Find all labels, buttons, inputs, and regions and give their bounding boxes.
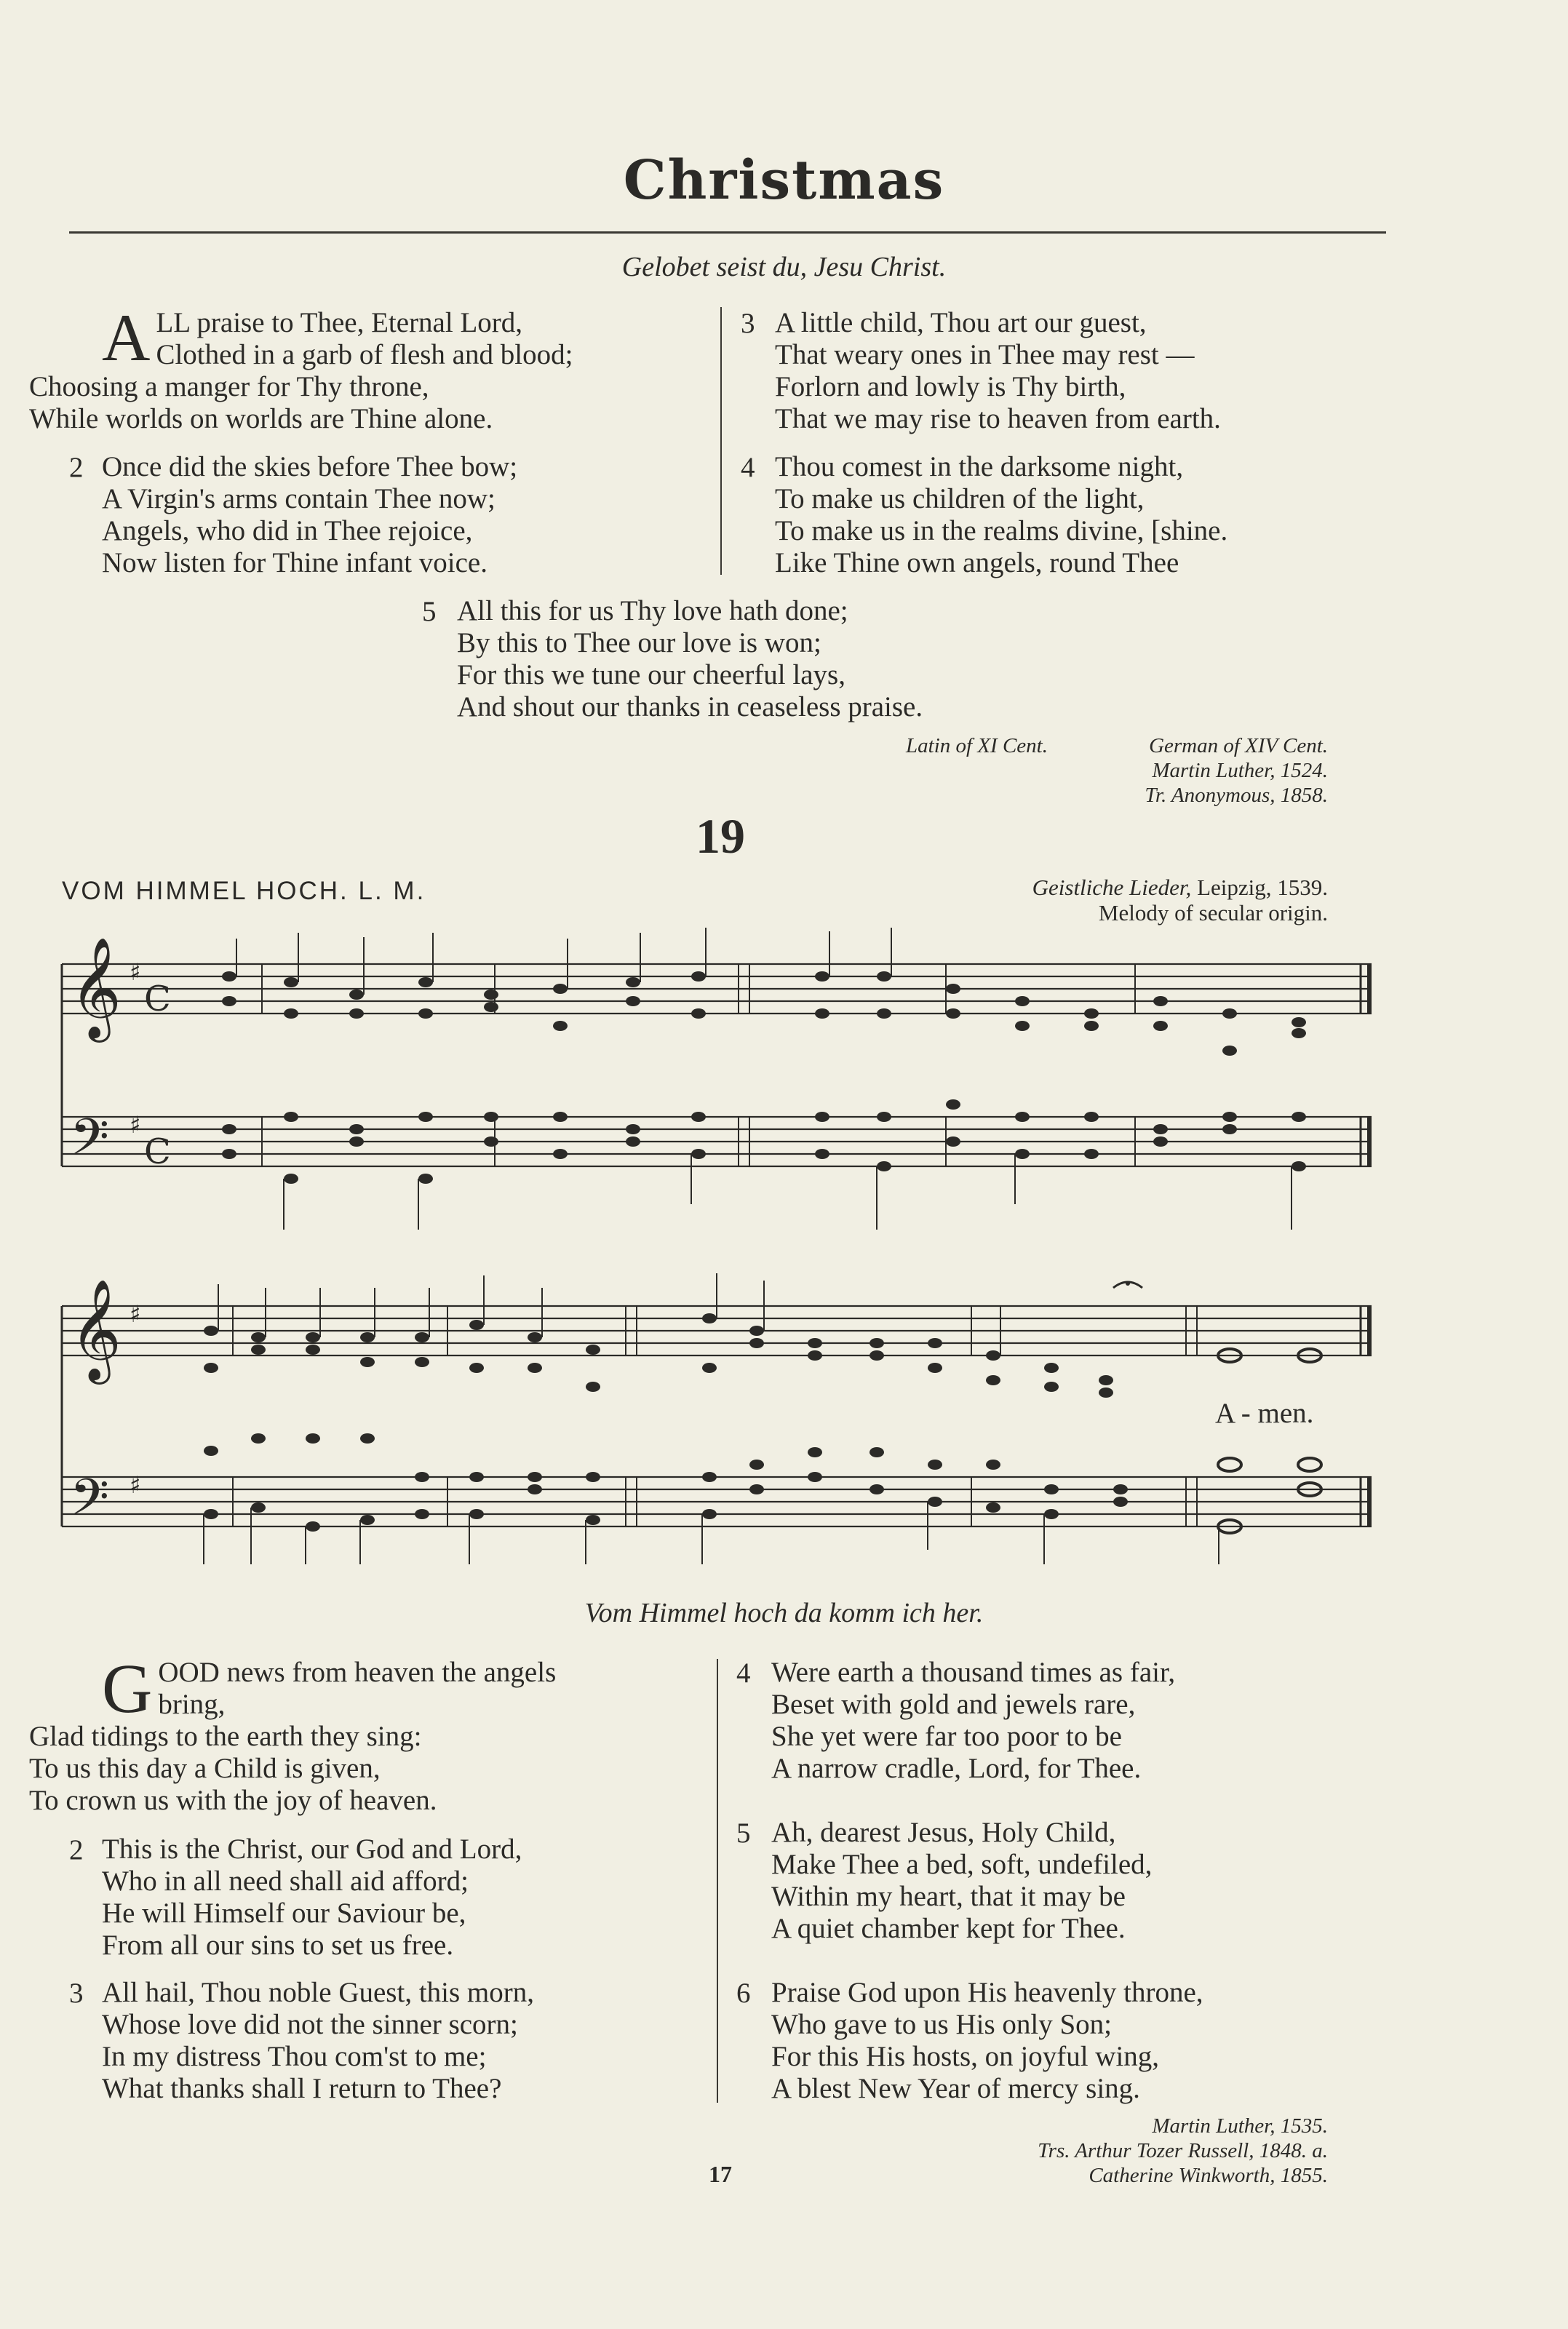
tune-source-note: Melody of secular origin. — [1098, 900, 1328, 925]
stanza-line: Ah, dearest Jesus, Holy Child, — [771, 1817, 1116, 1848]
svg-text:♯: ♯ — [130, 1111, 141, 1139]
stanza-line: That weary ones in Thee may rest — — [775, 339, 1195, 370]
system-1 — [62, 928, 1372, 1230]
stanza-line: While worlds on worlds are Thine alone. — [29, 403, 493, 434]
hymn18-tune-subtitle: Gelobet seist du, Jesu Christ. — [621, 252, 947, 282]
source-title: Geistliche Lieder, — [1032, 875, 1192, 900]
hymn19-tune-subtitle: Vom Himmel hoch da komm ich her. — [584, 1598, 984, 1628]
stanza-line: He will Himself our Saviour be, — [102, 1898, 466, 1929]
stanza-line: To crown us with the joy of heaven. — [29, 1785, 437, 1816]
stanza-line: Forlorn and lowly is Thy birth, — [775, 371, 1126, 402]
stanza-line: Thou comest in the darksome night, — [775, 451, 1184, 482]
stanza-line: Praise God upon His heavenly throne, — [771, 1977, 1203, 2008]
stanza-line: Once did the skies before Thee bow; — [102, 451, 518, 482]
stanza-line: What thanks shall I return to Thee? — [102, 2073, 502, 2104]
section-title: Christmas — [623, 149, 945, 212]
hymn19-stanza-2 — [102, 1834, 522, 1962]
stanza-number: 4 — [741, 452, 755, 483]
stanza-line: Like Thine own angels, round Thee — [775, 547, 1179, 578]
stanza-line: Now listen for Thine infant voice. — [102, 547, 487, 578]
svg-text:𝄞: 𝄞 — [70, 937, 122, 1038]
hymn19-stanza-4 — [771, 1657, 1175, 1785]
stanza-line: A narrow cradle, Lord, for Thee. — [771, 1753, 1142, 1784]
stanza-line: Within my heart, that it may be — [771, 1881, 1126, 1912]
stanza-line: To make us in the realms divine, [shine. — [775, 515, 1228, 546]
stanza-line: In my distress Thou com'st to me; — [102, 2041, 487, 2072]
stanza-line: Angels, who did in Thee rejoice, — [102, 515, 473, 546]
column-divider — [717, 1659, 718, 2103]
stanza-line: bring, — [158, 1689, 226, 1720]
page-number: 17 — [709, 2161, 732, 2187]
stanza-line: Who in all need shall aid afford; — [102, 1866, 469, 1897]
svg-text:♯: ♯ — [130, 1471, 141, 1499]
stanza-line: Make Thee a bed, soft, undefiled, — [771, 1849, 1153, 1880]
stanza-number: 3 — [741, 308, 755, 339]
hymn19-attrib-translator-2: Catherine Winkworth, 1855. — [1089, 2164, 1328, 2187]
stanza-line: Beset with gold and jewels rare, — [771, 1689, 1136, 1720]
stanza-line: To us this day a Child is given, — [29, 1753, 381, 1784]
amen-lyric: A - men. — [1215, 1398, 1314, 1429]
stanza-number: 2 — [69, 452, 84, 483]
stanza-line: All hail, Thou noble Guest, this morn, — [102, 1977, 534, 2008]
hymn19-stanza-6 — [771, 1977, 1203, 2105]
hymn19-stanza-5 — [771, 1817, 1152, 1945]
stanza-line: This is the Christ, our God and Lord, — [102, 1834, 522, 1865]
hymn19-stanza-1 — [29, 1649, 706, 1817]
stanza-line: OOD news from heaven the angels — [158, 1657, 557, 1688]
stanza-number: 3 — [69, 1978, 84, 2009]
svg-text:♯: ♯ — [130, 958, 141, 986]
svg-text:♯: ♯ — [130, 1300, 141, 1328]
stanza-line: Who gave to us His only Son; — [771, 2009, 1112, 2040]
stanza-line: She yet were far too poor to be — [771, 1721, 1122, 1752]
hymn18-attrib-author: Martin Luther, 1524. — [1152, 759, 1328, 782]
stanza-line: Whose love did not the sinner scorn; — [102, 2009, 518, 2040]
stanza-line: Were earth a thousand times as fair, — [771, 1657, 1176, 1688]
stanza-line: LL praise to Thee, Eternal Lord, — [156, 307, 523, 338]
stanza-line: A Virgin's arms contain Thee now; — [102, 483, 496, 514]
stanza-number: 5 — [422, 596, 437, 627]
hymn19-attrib-translator-1: Trs. Arthur Tozer Russell, 1848. a. — [1038, 2139, 1328, 2162]
source-place: Leipzig, 1539. — [1197, 875, 1328, 900]
stanza-line: All this for us Thy love hath done; — [457, 595, 848, 626]
stanza-line: For this His hosts, on joyful wing, — [771, 2041, 1160, 2072]
stanza-line: Glad tidings to the earth they sing: — [29, 1721, 422, 1752]
stanza-line: For this we tune our cheerful lays, — [457, 659, 845, 690]
hymn18-attrib-translator: Tr. Anonymous, 1858. — [1145, 784, 1328, 807]
stanza-number: 4 — [736, 1657, 751, 1689]
svg-text:C: C — [144, 979, 171, 1019]
svg-text:𝄢: 𝄢 — [70, 1107, 110, 1179]
stanza-line: That we may rise to heaven from earth. — [775, 403, 1221, 434]
stanza-line: From all our sins to set us free. — [102, 1930, 454, 1961]
hymn19-attrib-author: Martin Luther, 1535. — [1152, 2114, 1328, 2138]
stanza-number: 2 — [69, 1834, 84, 1866]
stanza-line: Choosing a manger for Thy throne, — [29, 371, 429, 402]
svg-text:𝄢: 𝄢 — [70, 1468, 110, 1539]
system-2 — [62, 1273, 1372, 1564]
svg-text:𝄞: 𝄞 — [70, 1279, 122, 1380]
tune-name: VOM HIMMEL HOCH. L. M. — [62, 877, 426, 905]
stanza-line: Clothed in a garb of flesh and blood; — [156, 339, 573, 370]
hymn-number: 19 — [696, 808, 745, 864]
stanza-line: To make us children of the light, — [775, 483, 1145, 514]
hymn19-dropcap: G — [102, 1649, 153, 1727]
stanza-number: 5 — [736, 1818, 751, 1849]
stanza-line: By this to Thee our love is won; — [457, 627, 821, 658]
hymn19-stanza-3 — [102, 1977, 534, 2105]
stanza-line: A little child, Thou art our guest, — [775, 307, 1147, 338]
stanza-line: A quiet chamber kept for Thee. — [771, 1913, 1126, 1944]
hymn18-attrib-german: German of XIV Cent. — [1149, 734, 1328, 757]
svg-text:C: C — [144, 1131, 171, 1172]
stanza-line: A blest New Year of mercy sing. — [771, 2073, 1140, 2104]
hymn18-attrib-latin: Latin of XI Cent. — [906, 734, 1048, 757]
stanza-line: And shout our thanks in ceaseless praise. — [457, 691, 923, 722]
stanza-number: 6 — [736, 1978, 751, 2009]
hymn18-dropcap: A — [102, 300, 151, 375]
